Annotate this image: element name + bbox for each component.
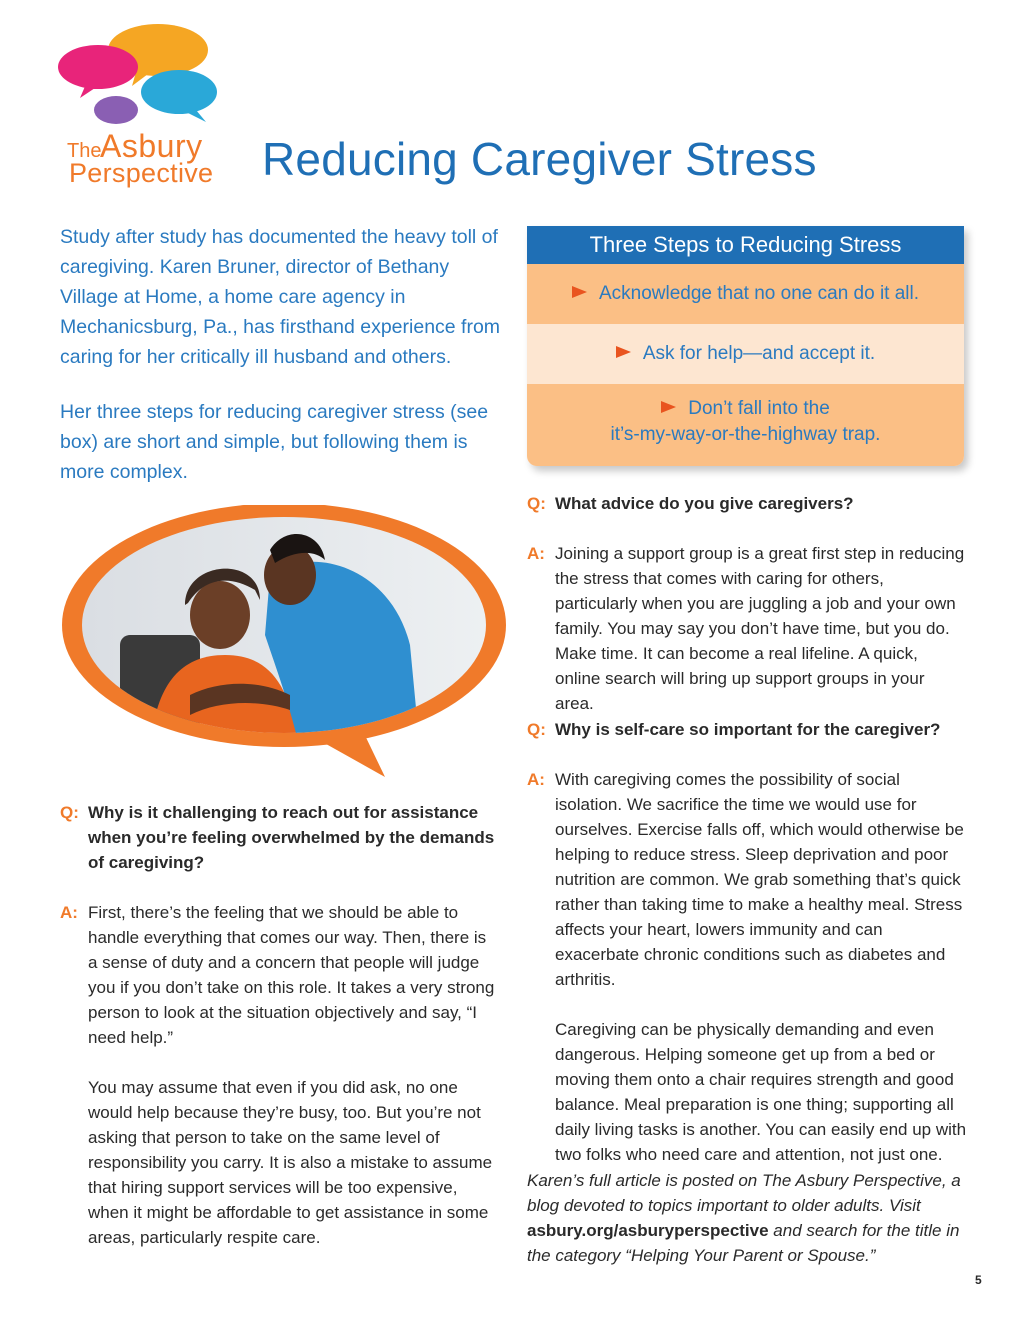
answer-right-2 — [527, 767, 967, 1167]
q-label: Q: — [60, 803, 79, 822]
a-label: A: — [527, 770, 545, 789]
logo-text-perspective: Perspective — [69, 158, 214, 188]
intro-paragraph-2: Her three steps for reducing caregiver stress (see box) are short and simple, but following them is more complex. — [60, 401, 489, 483]
arrow-icon — [572, 286, 587, 298]
intro-paragraph-1: Study after study has documented the heavy toll of caregiving. Karen Bruner, director of Bethany Village at Home, a home care agency in Mechanicsburg, Pa., has firsthand experience from caring for her critically ill husband and others. — [60, 226, 501, 368]
answer-left-paragraph-1: First, there’s the feeling that we should be able to handle everything that comes our way. Then, there is a sense of duty and a concern that people will judge you if you don’t take on this role. It takes a very strong person to look at the situation objectively and say, “I need help.” — [88, 903, 495, 1047]
answer-left — [60, 900, 500, 1250]
step-3-text-line-2: it’s-my-way-or-the-highway trap. — [610, 424, 881, 445]
question-right-2 — [527, 717, 967, 742]
question-left-text: Why is it challenging to reach out for assistance when you’re feeling overwhelmed by the demands of caregiving? — [88, 803, 495, 872]
step-3-text-line-1: Don’t fall into the — [688, 398, 830, 419]
closing-text-1: Karen’s full article is posted on The Asbury Perspective, a blog devoted to topics important to older adults. Visit — [527, 1171, 961, 1215]
step-3 — [527, 384, 964, 466]
question-right-2-text: Why is self-care so important for the caregiver? — [555, 720, 941, 739]
logo-speech-bubbles — [56, 22, 226, 132]
step-2-text: Ask for help—and accept it. — [642, 343, 876, 364]
q-label: Q: — [527, 720, 546, 739]
step-1 — [527, 264, 964, 324]
answer-right-1 — [527, 541, 967, 716]
question-left — [60, 800, 500, 875]
photo-speech-bubble — [60, 505, 508, 780]
answer-right-1-text: Joining a support group is a great first step in reducing the stress that comes with caring for others, particularly when you are juggling a job and your own family. You may say you don’t have time, but you do. Make time. It can become a real lifeline. A quick, online search will bring up support groups in your area. — [555, 544, 965, 713]
logo-text-the: The — [67, 140, 102, 162]
answer-right-2-paragraph-1: With caregiving comes the possibility of social isolation. We sacrifice the time we would use for ourselves. Exercise falls off, which would otherwise be helping to reduce stress. Sleep deprivation and poor nutrition are common. We grab something that’s quick rather than taking time to make a healthy meal. Stress affects your heart, lowers immunity and can exacerbate chronic conditions such as diabetes and arthritis. — [555, 770, 964, 989]
question-right-1-text: What advice do you give caregivers? — [555, 494, 854, 513]
q-label: Q: — [527, 494, 546, 513]
closing-text-2: and search for the title in the category “Helping Your Parent or Spouse.” — [527, 1221, 960, 1265]
steps-heading: Three Steps to Reducing Stress — [527, 226, 964, 264]
step-2 — [527, 324, 964, 384]
page-title: Reducing Caregiver Stress — [262, 133, 817, 185]
question-right-1 — [527, 491, 967, 516]
page-number: 5 — [975, 1273, 982, 1287]
logo-text-asbury: Asbury — [100, 128, 203, 164]
a-label: A: — [60, 903, 78, 922]
arrow-icon — [616, 346, 631, 358]
arrow-icon — [661, 401, 676, 413]
answer-left-paragraph-2: You may assume that even if you did ask, no one would help because they’re busy, too. But you’re not asking that person to take on the same level of responsibility you carry. It is also a mistake to assume that hiring support services will be too expensive, when it might be affordable to get assistance in some areas, particularly respite care. — [88, 1078, 493, 1247]
three-steps-box — [527, 226, 964, 466]
closing-note — [527, 1168, 967, 1268]
answer-right-2-paragraph-2: Caregiving can be physically demanding and even dangerous. Helping someone get up from a bed or moving them onto a chair requires strength and good balance. Meal preparation is one thing; supporting all daily living tasks is another. You can easily end up with two folks who need care and attention, not just one. — [555, 1020, 967, 1164]
step-1-text: Acknowledge that no one can do it all. — [598, 283, 920, 304]
blog-link[interactable]: asbury.org/asburyperspective — [527, 1221, 769, 1240]
a-label: A: — [527, 544, 545, 563]
